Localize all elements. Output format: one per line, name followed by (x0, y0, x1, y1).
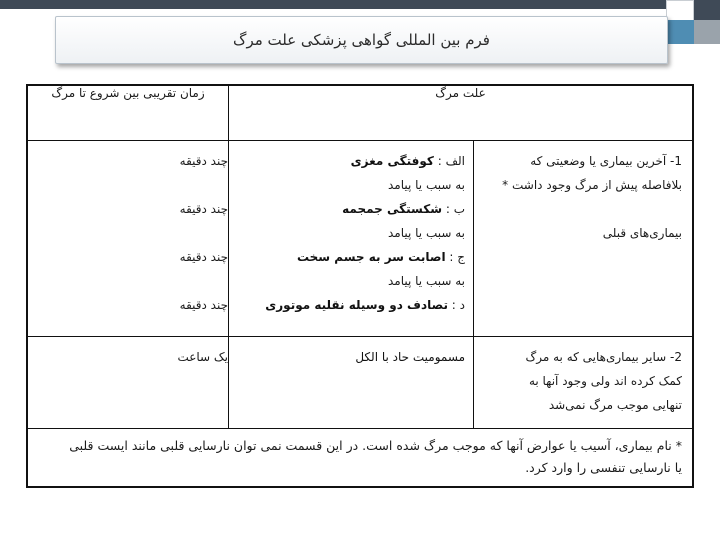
time-a: چند دقیقه (179, 154, 228, 168)
time-d: چند دقیقه (179, 298, 228, 312)
row2-time-cell (27, 337, 229, 429)
cause-a-text: کوفتگی مغزی (350, 154, 434, 168)
row1-condition-line3: بیماری‌های قبلی (602, 226, 682, 240)
cause-c-prefix: ج : (449, 250, 465, 264)
header-cause-cell (229, 85, 694, 141)
page-title: فرم بین المللی گواهی پزشکی علت مرگ (233, 31, 490, 49)
cause-d (233, 293, 465, 317)
note-line2: یا نارسایی تنفسی را وارد کرد. (525, 460, 682, 475)
due-to-1: به سبب یا پیامد (387, 178, 465, 192)
cause-d-prefix: د : (451, 298, 465, 312)
header-time-cell (27, 85, 229, 141)
row2-time: یک ساعت (177, 350, 228, 364)
table-row-other-conditions (27, 337, 693, 429)
cause-b (233, 197, 465, 221)
death-certificate-table (26, 84, 694, 488)
row2-condition-cell (474, 337, 694, 429)
row1-time-cell (27, 141, 229, 337)
cause-c-text: اصابت سر به جسم سخت (296, 250, 446, 264)
row2-condition-line3: تنهایی موجب مرگ نمی‌شد (548, 398, 682, 412)
top-decor-bar (0, 0, 668, 9)
due-to-3: به سبب یا پیامد (387, 274, 465, 288)
title-box (55, 16, 668, 64)
time-b: چند دقیقه (179, 202, 228, 216)
row2-cause-cell (229, 337, 474, 429)
cause-a-prefix: الف : (437, 154, 465, 168)
row1-cause-cell (229, 141, 474, 337)
header-time: زمان تقریبی بین شروع تا مرگ (51, 86, 205, 100)
row2-cause: مسمومیت حاد با الکل (355, 350, 465, 364)
time-c: چند دقیقه (179, 250, 228, 264)
row2-condition-line1: 2- سایر بیماری‌هایی که به مرگ (525, 350, 682, 364)
table-row-main-causes (27, 141, 693, 337)
row1-condition-line1: 1- آخرین بیماری یا وضعیتی که (530, 154, 682, 168)
row1-condition-cell (474, 141, 694, 337)
note-cell (27, 429, 693, 488)
note-line1: * نام بیماری، آسیب یا عوارض آنها که موجب مرگ شده است. در این قسمت نمی توان نارسایی قلبی مانند ایست قلبی (69, 438, 682, 453)
cause-b-text: شکستگی جمجمه (342, 202, 443, 216)
table-header-row (27, 85, 693, 141)
cause-b-prefix: ب : (445, 202, 465, 216)
cause-a (233, 149, 465, 173)
due-to-2: به سبب یا پیامد (387, 226, 465, 240)
table-row-note (27, 429, 693, 488)
cause-d-text: تصادف دو وسیله نقلیه موتوری (265, 298, 448, 312)
row2-condition-line2: کمک کرده اند ولی وجود آنها به (528, 374, 682, 388)
row1-condition-line2: بلافاصله پیش از مرگ وجود داشت * (502, 178, 682, 192)
corner-decor-squares (668, 0, 720, 46)
header-cause: علت مرگ (435, 86, 486, 100)
cause-c (233, 245, 465, 269)
